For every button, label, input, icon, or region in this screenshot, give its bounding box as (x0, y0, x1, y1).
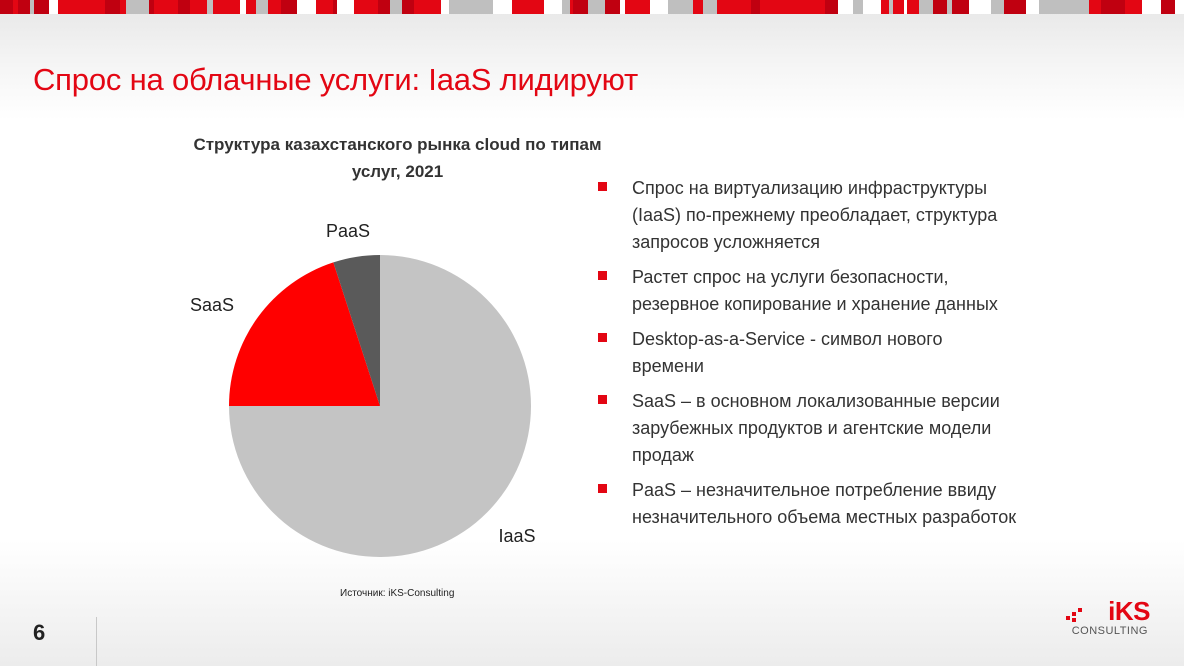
bullet-item (598, 175, 1018, 256)
pie-label-paas: PaaS (325, 221, 371, 241)
slide-title: Спрос на облачные услуги: IaaS лидируют (33, 62, 639, 97)
bullet-item (598, 477, 1018, 531)
bullet-square-icon (598, 271, 607, 280)
logo-text: iKS (1108, 596, 1150, 626)
chart-title: Структура казахстанского рынка cloud по типам услуг, 2021 (193, 135, 602, 181)
logo-dots-icon (1066, 608, 1086, 622)
bullet-text: SaaS – в основном локализованные версии зарубежных продуктов и агентские модели продаж (632, 391, 1000, 465)
logo-subtext: CONSULTING (1071, 625, 1148, 637)
bullet-text: Растет спрос на услуги безопасности, резервное копирование и хранение данных (632, 267, 998, 314)
bullet-square-icon (598, 484, 607, 493)
bullet-square-icon (598, 182, 607, 191)
bullet-text: Desktop-as-a-Service - символ нового времени (632, 329, 943, 376)
bullet-text: Спрос на виртуализацию инфраструктуры (IaaS) по-прежнему преобладает, структура запросов усложняется (632, 178, 998, 252)
pie-chart (160, 215, 560, 575)
bullet-text: PaaS – незначительное потребление ввиду незначительного объема местных разработок (632, 480, 1017, 527)
pie-label-saas: SaaS (189, 295, 235, 315)
footer-divider (96, 617, 97, 666)
pie-label-iaas: IaaS (498, 526, 536, 546)
page-number: 6 (33, 620, 46, 645)
bullet-square-icon (598, 395, 607, 404)
bullet-square-icon (598, 333, 607, 342)
source-note: Источник: iKS-Consulting (340, 588, 455, 599)
bullet-list (598, 175, 1018, 539)
company-logo (1066, 598, 1150, 640)
bullet-item (598, 388, 1018, 469)
bullet-item (598, 326, 1018, 380)
bullet-item (598, 264, 1018, 318)
decorative-stripe-bar (0, 0, 1184, 14)
